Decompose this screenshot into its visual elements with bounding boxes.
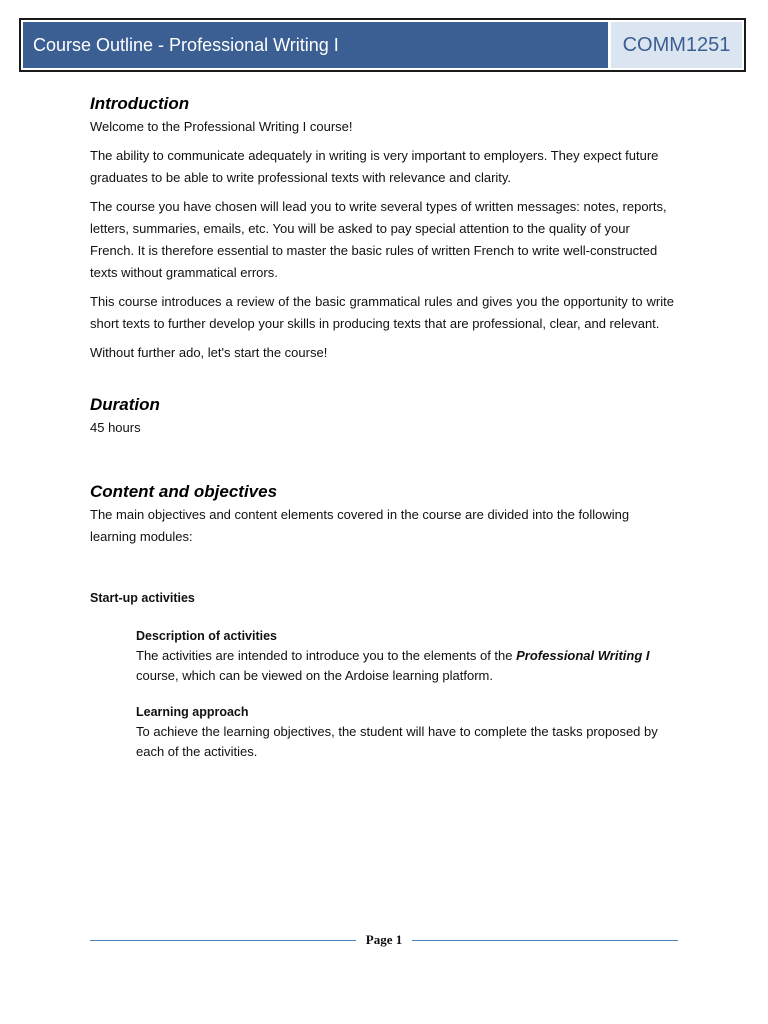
page-number: Page 1 <box>365 932 403 947</box>
description-text-start: The activities are intended to introduce you to the elements of the <box>136 648 517 663</box>
course-name-emphasis: Professional Writing I <box>516 648 650 663</box>
footer-rule-left <box>90 940 356 941</box>
intro-paragraph: The course you have chosen will lead you to write several types of written messages: notes, reports, letters, summaries, emails, etc. You will be asked to pay special attention to the quality of your French. It is therefore essential to master the basic rules of written French to write well-constructed texts without grammatical errors. <box>90 199 667 280</box>
course-code: COMM1251 <box>611 22 742 68</box>
duration-heading: Duration <box>90 395 160 414</box>
course-title: Course Outline - Professional Writing I <box>23 22 608 68</box>
duration-section <box>90 393 674 439</box>
module-title: Start-up activities <box>90 591 195 605</box>
page-footer <box>90 929 678 951</box>
duration-value: 45 hours <box>90 420 141 435</box>
intro-paragraph: The ability to communicate adequately in writing is very important to employers. They expect future graduates to be able to write professional texts with relevance and clarity. <box>90 148 659 185</box>
description-heading: Description of activities <box>136 629 278 643</box>
introduction-section <box>90 92 674 364</box>
intro-paragraph: Without further ado, let's start the course! <box>90 345 328 360</box>
footer-rule-right <box>412 940 678 941</box>
document-body <box>90 92 674 762</box>
approach-text: To achieve the learning objectives, the student will have to complete the tasks proposed by each of the activities. <box>136 724 658 759</box>
content-objectives-heading: Content and objectives <box>90 482 278 501</box>
content-objectives-section <box>90 480 674 762</box>
description-text-end: course, which can be viewed on the Ardoise learning platform. <box>136 668 493 683</box>
content-objectives-intro: The main objectives and content elements covered in the course are divided into the following learning modules: <box>90 507 630 544</box>
document-header <box>19 18 746 72</box>
module-details <box>136 626 674 762</box>
intro-paragraph: Welcome to the Professional Writing I course! <box>90 119 353 134</box>
intro-paragraph: This course introduces a review of the basic grammatical rules and gives you the opportunity to write short texts to further develop your skills in producing texts that are professional, clear, and relevant. <box>90 294 674 331</box>
introduction-heading: Introduction <box>90 94 190 113</box>
description-text <box>136 646 674 686</box>
approach-heading: Learning approach <box>136 705 249 719</box>
